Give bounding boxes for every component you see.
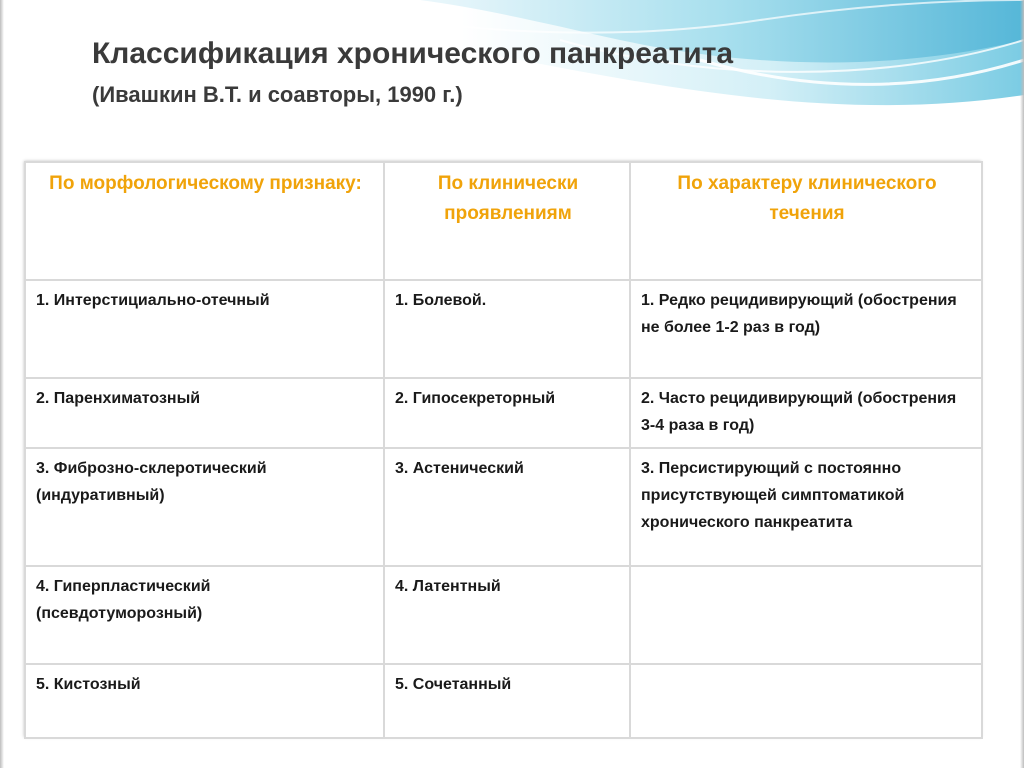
table-row (25, 280, 982, 378)
table-cell (384, 280, 630, 378)
table-cell (25, 448, 384, 566)
wave-decoration (0, 0, 1024, 150)
table-cell (384, 448, 630, 566)
table-row (25, 378, 982, 448)
table-row (25, 566, 982, 664)
cell-text: 5. Кистозный (36, 676, 141, 693)
cell-text: 1. Редко рецидивирующий (обострения не более 1-2 раз в год) (641, 292, 957, 336)
table-row (25, 664, 982, 738)
cell-text: 2. Часто рецидивирующий (обострения 3-4 раза в год) (641, 390, 957, 434)
table-cell (384, 378, 630, 448)
table-cell (25, 280, 384, 378)
slide-edge-right (1020, 0, 1024, 768)
table-cell (630, 448, 982, 566)
cell-text: 4. Гиперпластический (псевдотуморозный) (36, 578, 211, 622)
cell-text: 2. Паренхиматозный (36, 390, 201, 407)
table-cell (25, 664, 384, 738)
header-clinical-course: По характеру клинического течения (630, 162, 982, 280)
table-row (25, 448, 982, 566)
slide-subtitle: (Ивашкин В.Т. и соавторы, 1990 г.) (92, 82, 463, 107)
slide-title: Классификация хронического панкреатита (92, 37, 734, 70)
slide-edge-left (0, 0, 4, 768)
table-cell (630, 664, 982, 738)
table-cell (384, 664, 630, 738)
table-cell (630, 566, 982, 664)
cell-text: 3. Астенический (395, 460, 524, 477)
cell-text: 1. Интерстициально-отечный (36, 292, 270, 309)
cell-text: 2. Гипосекреторный (395, 390, 556, 407)
table-cell (25, 566, 384, 664)
header-morphology: По морфологическому признаку: (25, 162, 384, 280)
cell-text: 1. Болевой. (395, 292, 487, 309)
header-clinical-manifestations: По клинически проявлениям (384, 162, 630, 280)
cell-text: 4. Латентный (395, 578, 501, 595)
classification-table-container (24, 161, 981, 737)
cell-text: 5. Сочетанный (395, 676, 512, 693)
table-cell (630, 280, 982, 378)
classification-table (24, 161, 983, 739)
cell-text: 3. Фиброзно-склеротический (индуративный) (36, 460, 267, 504)
cell-text: 3. Персистирующий с постоянно присутствующей симптоматикой хронического панкреатита (641, 460, 905, 531)
table-header-row (25, 162, 982, 280)
table-cell (630, 378, 982, 448)
table-cell (384, 566, 630, 664)
table-cell (25, 378, 384, 448)
